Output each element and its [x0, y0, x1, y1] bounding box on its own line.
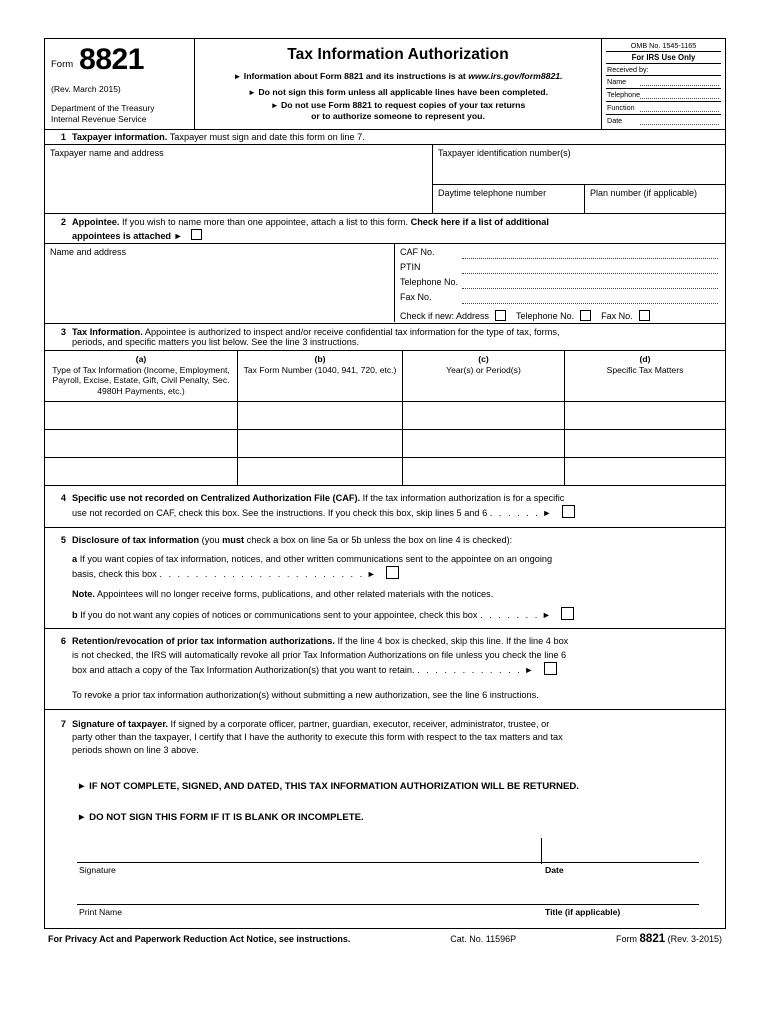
department-line-1: Department of the Treasury	[51, 103, 155, 113]
line-5-number: 5	[60, 534, 66, 545]
line-5b-letter: b	[72, 610, 78, 620]
warning-not-complete-text: IF NOT COMPLETE, SIGNED, AND DATED, THIS TAX INFORMATION AUTHORIZATION WILL BE RETURNED.	[89, 780, 579, 792]
new-telephone-checkbox[interactable]	[580, 310, 591, 321]
cell-d[interactable]	[565, 430, 725, 457]
right-arrow-icon: ►	[524, 665, 534, 676]
warning-not-complete	[77, 776, 721, 797]
form-revision: (Rev. March 2015)	[51, 84, 121, 94]
line-7-text-2: party other than the taxpayer, I certify that I have the authority to execute this form with respect to the tax matters and tax	[72, 732, 563, 743]
line-7	[44, 709, 726, 928]
table-row	[44, 401, 726, 429]
line-5-text-post: check a box on line 5a or 5b unless the box on line 4 is checked):	[244, 534, 513, 545]
line-3-heading	[44, 323, 726, 350]
form-title: Tax Information Authorization	[287, 46, 509, 63]
warning-line-2	[201, 100, 595, 110]
field-rule	[462, 303, 718, 304]
signature-date-divider	[541, 838, 542, 864]
right-arrow-icon: ►	[541, 610, 551, 620]
line-6-title: Retention/revocation of prior tax information authorizations.	[72, 636, 335, 647]
line-5-note	[72, 588, 721, 601]
appointee-name-address-field[interactable]	[45, 244, 395, 322]
line-4	[44, 485, 726, 527]
irs-field-telephone	[606, 89, 721, 102]
table-row	[44, 457, 726, 485]
instructions-text: Information about Form 8821 and its instructions is at	[243, 71, 469, 81]
column-a-letter: (a)	[135, 354, 147, 364]
new-telephone-label: Telephone No.	[516, 310, 575, 321]
line-1-heading	[44, 129, 726, 144]
line-2-bold-tail: Check here if a list of additional	[410, 217, 549, 227]
line-6-dot-leader: . . . . . . . . . . . .	[417, 665, 522, 676]
line-2-fields	[44, 243, 726, 323]
new-fax-checkbox[interactable]	[639, 310, 650, 321]
appointee-name-address-label: Name and address	[50, 247, 127, 257]
signature-rule	[77, 862, 699, 863]
plan-number-label: Plan number (if applicable)	[590, 188, 698, 198]
line-3-title: Tax Information.	[72, 327, 143, 337]
right-arrow-icon: ►	[77, 811, 87, 823]
footer-form-label: Form	[616, 933, 638, 944]
note-text: Appointees will no longer receive forms, publications, and other related materials with the notices.	[94, 588, 494, 599]
line-4-checkbox[interactable]	[562, 505, 575, 518]
field-rule	[462, 273, 718, 274]
irs-field-function-label: Function	[607, 103, 635, 112]
appointee-detail-fields	[395, 244, 725, 323]
line-5a-text: If you want copies of tax information, notices, and other written communications sent to the appointee on an ongoing	[79, 553, 553, 564]
line-6-checkbox[interactable]	[544, 662, 557, 675]
line-5-title: Disclosure of tax information	[72, 534, 200, 545]
line-5a-letter: a	[72, 553, 78, 564]
right-arrow-icon: ►	[542, 508, 552, 519]
warning-text-2: Do not use Form 8821 to request copies of your tax returns	[281, 100, 526, 110]
warning-text-3: or to authorize someone to represent you.	[311, 111, 485, 121]
irs-field-name	[606, 76, 721, 89]
warning-line-1	[201, 87, 595, 97]
line-4-title: Specific use not recorded on Centralized Authorization File (CAF).	[72, 492, 361, 503]
title-label: Title (if applicable)	[545, 906, 621, 917]
new-address-checkbox[interactable]	[495, 310, 506, 321]
right-arrow-icon: ►	[173, 231, 183, 241]
privacy-notice: For Privacy Act and Paperwork Reduction Act Notice, see instructions.	[48, 933, 351, 944]
right-arrow-icon: ►	[270, 101, 279, 110]
line-3-number: 3	[60, 327, 66, 337]
cell-b[interactable]	[238, 430, 403, 457]
irs-use-only-block	[602, 39, 725, 129]
new-fax-label: Fax No.	[601, 310, 633, 321]
line-7-text-3: periods shown on line 3 above.	[72, 745, 199, 756]
appointee-telephone-field[interactable]	[400, 277, 720, 292]
column-b-title: Tax Form Number (1040, 941, 720, etc.)	[243, 364, 397, 375]
field-rule	[462, 288, 718, 289]
right-arrow-icon: ►	[366, 569, 376, 580]
form-word-label: Form	[51, 59, 74, 70]
received-by-label: Received by:	[606, 64, 721, 76]
field-rule	[640, 111, 719, 112]
warning-line-3	[201, 111, 595, 121]
cell-c[interactable]	[403, 430, 565, 457]
line-4-text: If the tax information authorization is for a specific	[360, 492, 565, 503]
date-label: Date	[545, 864, 564, 875]
taxpayer-tin-field[interactable]	[433, 145, 725, 185]
line-1-number: 1	[60, 132, 66, 142]
column-c-header	[403, 351, 565, 401]
cell-a[interactable]	[45, 430, 238, 457]
line-7-number: 7	[60, 718, 66, 729]
header-left	[45, 39, 195, 129]
line-6-revoke-note: To revoke a prior tax information authorization(s) without submitting a new authorization, see the line 6 instructions.	[72, 690, 539, 701]
line-4-number: 4	[60, 492, 66, 503]
line-5-must: must	[222, 534, 245, 545]
line-6-text: If the line 4 box is checked, skip this line. If the line 4 box	[334, 636, 569, 647]
line-5b-dot-leader: . . . . . . .	[480, 610, 540, 620]
daytime-telephone-field[interactable]	[433, 185, 585, 213]
irs-field-date	[606, 115, 721, 127]
line-5a-checkbox[interactable]	[386, 566, 399, 579]
warning-do-not-sign	[77, 807, 721, 828]
right-arrow-icon: ►	[233, 72, 242, 81]
cell-b[interactable]	[238, 458, 403, 485]
additional-appointees-checkbox[interactable]	[191, 229, 202, 240]
line-1-fields	[44, 144, 726, 213]
line-5a	[72, 553, 721, 582]
line-3-table-header	[44, 350, 726, 401]
line-5b-text: If you do not want any copies of notices or communications sent to your appointee, check this box	[80, 610, 478, 620]
signature-row	[49, 838, 721, 882]
form-header	[44, 38, 726, 129]
line-2-indent-tail: appointees is attached	[72, 231, 172, 241]
taxpayer-name-address-label: Taxpayer name and address	[50, 148, 164, 158]
line-6-text-2: is not checked, the IRS will automatically revoke all prior Tax Information Authorizations on file unless you check the line 6	[72, 649, 567, 660]
line-1-title: Taxpayer information.	[72, 132, 168, 142]
column-c-title: Year(s) or Period(s)	[446, 364, 521, 375]
appointee-fax-field[interactable]	[400, 292, 720, 307]
cell-d[interactable]	[565, 402, 725, 429]
line-2-text: If you wish to name more than one appointee, attach a list to this form.	[119, 217, 411, 227]
table-row	[44, 429, 726, 457]
field-rule	[640, 98, 719, 99]
print-name-label: Print Name	[79, 906, 122, 917]
ptin-label: PTIN	[400, 262, 421, 272]
irs-field-telephone-label: Telephone	[607, 90, 641, 99]
signature-label: Signature	[79, 864, 116, 875]
irs-url: www.irs.gov/form8821.	[468, 71, 563, 81]
footer-form-number: 8821	[639, 932, 666, 945]
line-6-text-3: box and attach a copy of the Tax Information Authorization(s) that you want to retain.	[72, 665, 415, 676]
column-b-header	[238, 351, 403, 401]
line-6-number: 6	[60, 636, 66, 647]
line-4-continuation: use not recorded on CAF, check this box. See the instructions. If you check this box, skip lines 5 and 6	[72, 508, 488, 519]
check-if-new-row	[400, 310, 720, 321]
line-5-text-pre: (you	[199, 534, 223, 545]
check-if-new-address-label: Check if new: Address	[400, 310, 490, 321]
appointee-telephone-label: Telephone No.	[400, 277, 459, 287]
caf-no-field[interactable]	[400, 247, 720, 262]
daytime-telephone-label: Daytime telephone number	[438, 188, 547, 198]
field-rule	[462, 258, 718, 259]
column-d-letter: (d)	[639, 354, 651, 364]
line-5a-dot-leader: . . . . . . . . . . . . . . . . . . . . . . .	[159, 569, 365, 580]
irs-field-name-label: Name	[607, 77, 627, 86]
form-footer	[44, 928, 726, 945]
line-3-continuation: periods, and specific matters you list below. See the line 3 instructions.	[72, 337, 360, 347]
irs-use-only-title: For IRS Use Only	[606, 52, 721, 64]
taxpayer-name-address-field[interactable]	[45, 145, 433, 213]
taxpayer-id-block	[433, 145, 725, 213]
print-name-row	[49, 882, 721, 924]
right-arrow-icon: ►	[77, 780, 87, 792]
instructions-link-line	[201, 71, 595, 81]
line-5b	[72, 607, 721, 622]
note-label: Note.	[72, 588, 95, 599]
column-c-letter: (c)	[478, 354, 489, 364]
irs-field-date-label: Date	[607, 116, 623, 125]
print-name-rule	[77, 904, 699, 905]
cell-b[interactable]	[238, 402, 403, 429]
line-7-text: If signed by a corporate officer, partner, guardian, executor, receiver, administrator, trustee, or	[168, 718, 550, 729]
column-d-title: Specific Tax Matters	[606, 364, 684, 375]
department-line-2: Internal Revenue Service	[51, 113, 147, 124]
column-b-letter: (b)	[314, 354, 326, 364]
field-rule	[640, 85, 719, 86]
form-number: 8821	[79, 43, 144, 76]
line-3-text: Appointee is authorized to inspect and/or receive confidential tax information for the type of tax, forms,	[142, 327, 560, 337]
caf-no-label: CAF No.	[400, 247, 435, 257]
line-5a-text-2: basis, check this box	[72, 569, 157, 580]
line-2-number: 2	[60, 217, 66, 227]
omb-number: OMB No. 1545-1165	[606, 41, 721, 52]
line-2-title: Appointee.	[72, 217, 120, 227]
cell-d[interactable]	[565, 458, 725, 485]
warning-do-not-sign-text: DO NOT SIGN THIS FORM IF IT IS BLANK OR INCOMPLETE.	[89, 811, 364, 823]
warning-text-1: Do not sign this form unless all applicable lines have been completed.	[258, 87, 548, 97]
cell-a[interactable]	[45, 458, 238, 485]
catalog-number: Cat. No. 11596P	[450, 933, 517, 944]
line-7-title: Signature of taxpayer.	[72, 718, 168, 729]
right-arrow-icon: ►	[248, 88, 256, 97]
line-1-text: Taxpayer must sign and date this form on line 7.	[167, 132, 365, 142]
ptin-field[interactable]	[400, 262, 720, 277]
column-a-header	[45, 351, 238, 401]
header-center	[195, 39, 602, 129]
line-2-heading	[44, 213, 726, 243]
line-5b-checkbox[interactable]	[561, 607, 574, 620]
footer-revision: (Rev. 3-2015)	[667, 933, 722, 944]
appointee-fax-label: Fax No.	[400, 292, 432, 302]
line-5	[44, 527, 726, 629]
irs-field-function	[606, 102, 721, 115]
cell-a[interactable]	[45, 402, 238, 429]
department-block	[51, 103, 188, 124]
taxpayer-tin-label: Taxpayer identification number(s)	[438, 148, 571, 158]
cell-c[interactable]	[403, 402, 565, 429]
column-d-header	[565, 351, 725, 401]
field-rule	[640, 124, 719, 125]
cell-c[interactable]	[403, 458, 565, 485]
form-8821	[44, 38, 726, 945]
line-6	[44, 628, 726, 708]
footer-form-id	[616, 933, 722, 945]
line-4-dot-leader: . . . . . .	[489, 508, 540, 519]
plan-number-field[interactable]	[585, 185, 725, 213]
column-a-title: Type of Tax Information (Income, Employment, Payroll, Excise, Estate, Gift, Civil Penalty, Sec. 4980H Payments, etc.)	[52, 364, 230, 397]
